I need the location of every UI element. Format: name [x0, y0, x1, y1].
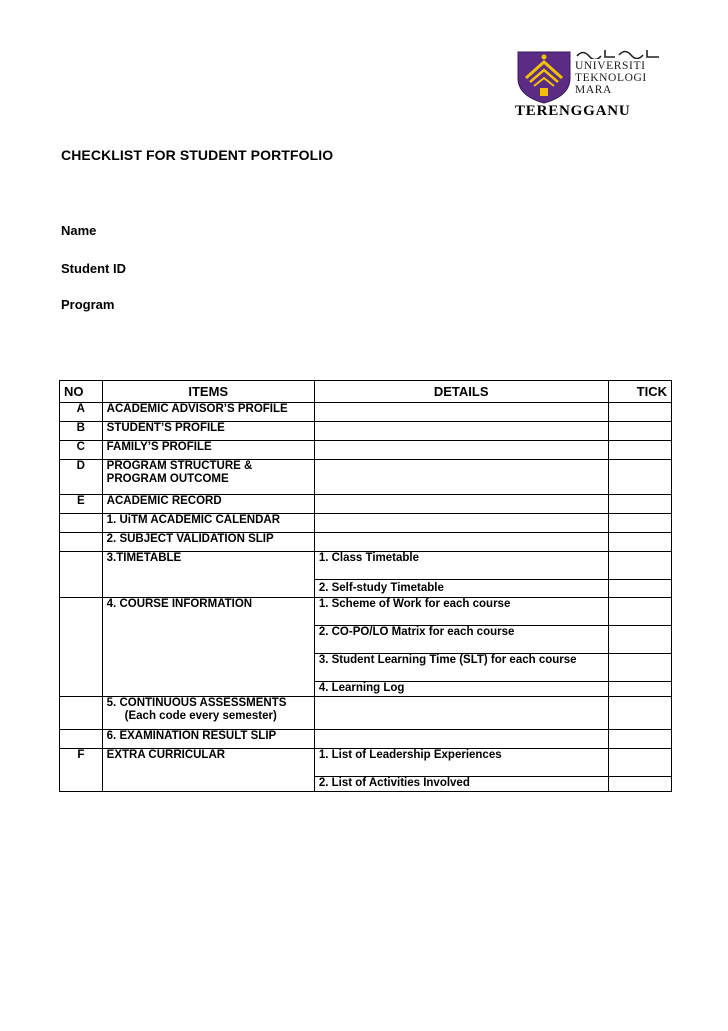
row-item: STUDENT’S PROFILE	[102, 422, 314, 441]
tick-cell[interactable]	[608, 654, 671, 682]
table-row	[60, 552, 672, 580]
row-no: F	[60, 749, 103, 792]
row-details: 3. Student Learning Time (SLT) for each course	[314, 654, 608, 682]
tick-cell[interactable]	[608, 403, 671, 422]
row-details: 1. Class Timetable	[314, 552, 608, 580]
university-crest-icon	[514, 48, 574, 104]
row-details	[314, 697, 608, 730]
header-tick: TICK	[608, 381, 671, 403]
tick-cell[interactable]	[608, 777, 671, 792]
logo-campus-name: TERENGGANU	[515, 103, 631, 119]
row-item-line-1: PROGRAM STRUCTURE &	[106, 460, 253, 472]
row-item-line-2: PROGRAM OUTCOME	[106, 473, 229, 485]
tick-cell[interactable]	[608, 552, 671, 580]
header-no: NO	[60, 381, 103, 403]
row-no: B	[60, 422, 103, 441]
row-details: 2. List of Activities Involved	[314, 777, 608, 792]
row-no: A	[60, 403, 103, 422]
row-details: 1. Scheme of Work for each course	[314, 598, 608, 626]
table-header-row	[60, 381, 672, 403]
row-item	[102, 697, 314, 730]
page-title: CHECKLIST FOR STUDENT PORTFOLIO	[61, 147, 334, 163]
row-item: 2. SUBJECT VALIDATION SLIP	[102, 533, 314, 552]
checklist-table	[59, 380, 672, 792]
tick-cell[interactable]	[608, 730, 671, 749]
row-no	[60, 697, 103, 730]
row-item: ACADEMIC ADVISOR’S PROFILE	[102, 403, 314, 422]
row-details	[314, 533, 608, 552]
row-no	[60, 730, 103, 749]
row-details	[314, 495, 608, 514]
tick-cell[interactable]	[608, 422, 671, 441]
table-row	[60, 730, 672, 749]
student-id-label: Student ID	[61, 261, 126, 276]
header-items: ITEMS	[102, 381, 314, 403]
row-no: C	[60, 441, 103, 460]
tick-cell[interactable]	[608, 682, 671, 697]
row-item: 6. EXAMINATION RESULT SLIP	[102, 730, 314, 749]
row-details	[314, 514, 608, 533]
table-row	[60, 598, 672, 626]
logo-line-2: TEKNOLOGI	[575, 72, 647, 84]
tick-cell[interactable]	[608, 598, 671, 626]
row-item	[102, 460, 314, 495]
table-row	[60, 495, 672, 514]
table-row	[60, 533, 672, 552]
program-label: Program	[61, 297, 115, 312]
row-details	[314, 730, 608, 749]
logo-line-1: UNIVERSITI	[575, 60, 646, 72]
row-item: EXTRA CURRICULAR	[102, 749, 314, 792]
row-details	[314, 422, 608, 441]
row-details: 4. Learning Log	[314, 682, 608, 697]
row-item: 4. COURSE INFORMATION	[102, 598, 314, 697]
university-logo	[512, 44, 662, 124]
tick-cell[interactable]	[608, 495, 671, 514]
row-item-line-1: 5. CONTINUOUS ASSESSMENTS	[106, 697, 287, 709]
row-no: E	[60, 495, 103, 514]
tick-cell[interactable]	[608, 626, 671, 654]
table-row	[60, 422, 672, 441]
row-details: 1. List of Leadership Experiences	[314, 749, 608, 777]
row-details: 2. CO-PO/LO Matrix for each course	[314, 626, 608, 654]
table-row	[60, 441, 672, 460]
table-row	[60, 403, 672, 422]
table-row	[60, 514, 672, 533]
table-row	[60, 697, 672, 730]
row-item: ACADEMIC RECORD	[102, 495, 314, 514]
row-item: FAMILY’S PROFILE	[102, 441, 314, 460]
table-row	[60, 460, 672, 495]
row-no	[60, 514, 103, 533]
row-item: 1. UiTM ACADEMIC CALENDAR	[102, 514, 314, 533]
tick-cell[interactable]	[608, 460, 671, 495]
header-details: DETAILS	[314, 381, 608, 403]
row-details	[314, 441, 608, 460]
table-row	[60, 749, 672, 777]
row-item-line-2: (Each code every semester)	[124, 710, 277, 722]
row-details	[314, 403, 608, 422]
tick-cell[interactable]	[608, 533, 671, 552]
tick-cell[interactable]	[608, 514, 671, 533]
row-no	[60, 598, 103, 697]
row-no: D	[60, 460, 103, 495]
tick-cell[interactable]	[608, 580, 671, 598]
row-item: 3.TIMETABLE	[102, 552, 314, 598]
row-details: 2. Self-study Timetable	[314, 580, 608, 598]
tick-cell[interactable]	[608, 749, 671, 777]
row-details	[314, 460, 608, 495]
logo-jawi-script	[575, 46, 661, 58]
tick-cell[interactable]	[608, 441, 671, 460]
logo-line-3: MARA	[575, 84, 612, 96]
row-no	[60, 533, 103, 552]
row-no	[60, 552, 103, 598]
tick-cell[interactable]	[608, 697, 671, 730]
name-label: Name	[61, 223, 97, 238]
